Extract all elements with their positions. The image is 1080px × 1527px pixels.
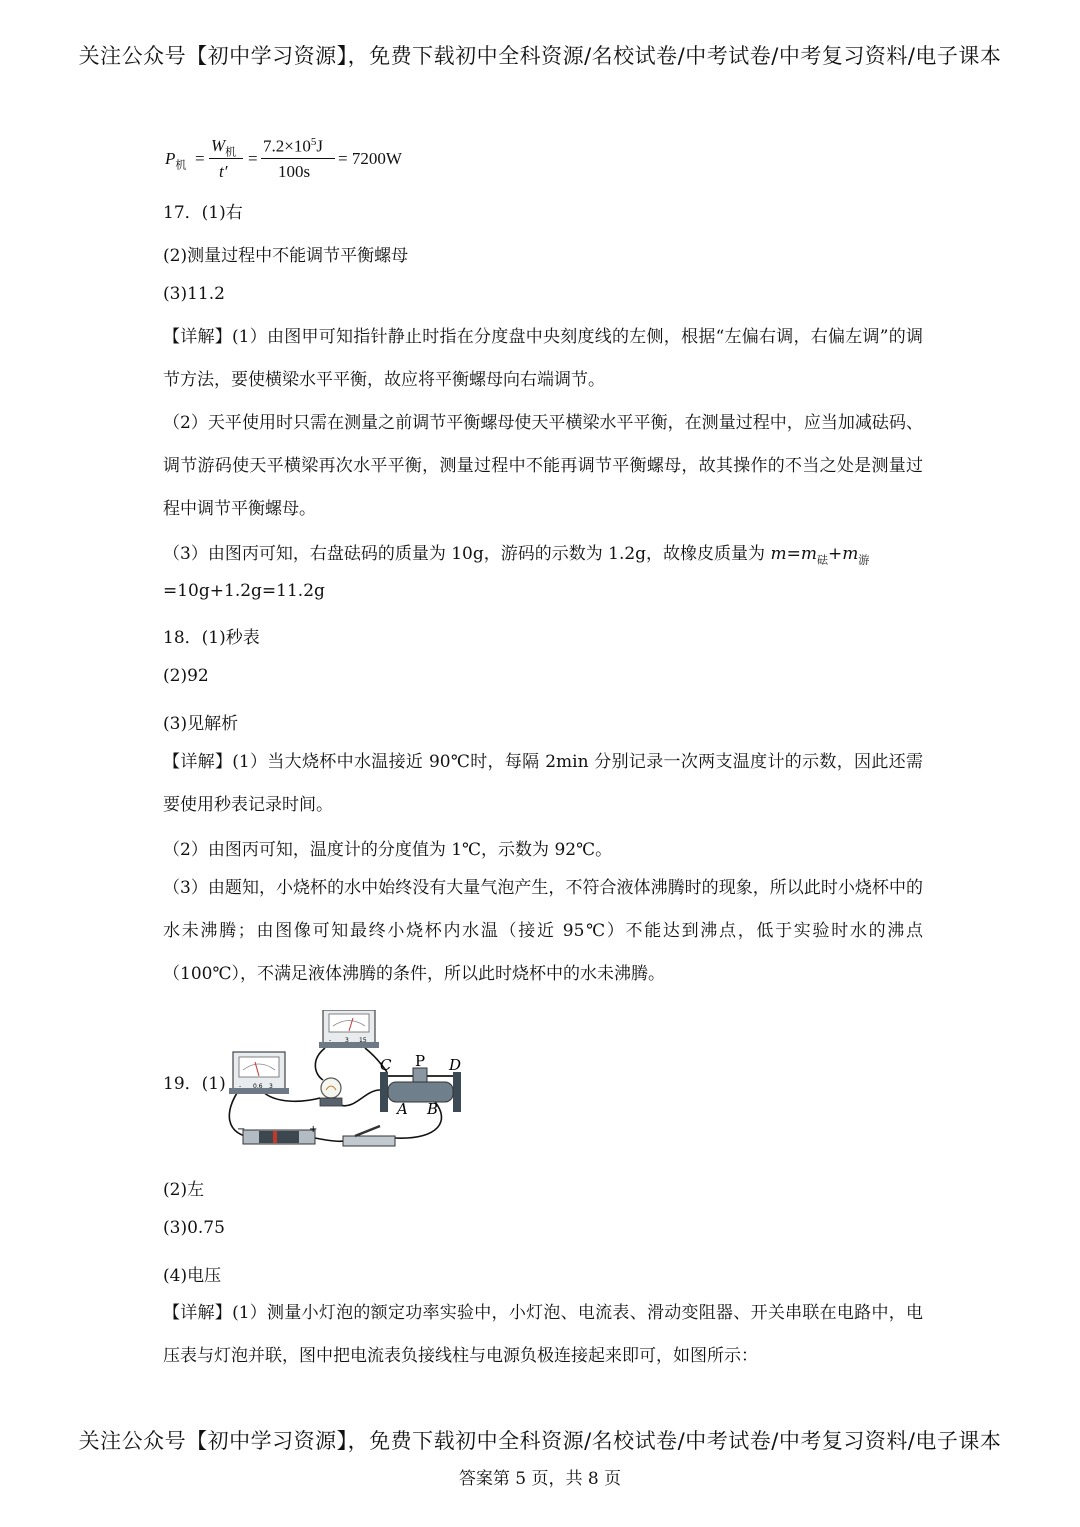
q17-plus: + — [827, 544, 843, 564]
q17-detail-1: 【详解】(1）由图甲可知指针静止时指在分度盘中央刻度线的左侧，根据“左偏右调，右偏左调”的调节方法，要使横梁水平平衡，故应将平衡螺母向右端调节。 — [163, 327, 923, 390]
q17-detail-3 — [163, 539, 869, 567]
promo-banner-bottom: 关注公众号【初中学习资源】，免费下载初中全科资源/名校试卷/中考试卷/中考复习资料/电子课本 — [78, 1429, 1002, 1453]
voltmeter-terminal-minus: - — [329, 1037, 332, 1044]
q17-answer-2: (2)测量过程中不能调节平衡螺母 — [163, 246, 409, 266]
formula-P: P — [165, 149, 176, 168]
q19-detail-1: 【详解】(1）测量小灯泡的额定功率实验中，小灯泡、电流表、滑动变阻器、开关串联在电路中，电压表与灯泡并联，图中把电流表负接线柱与电源负极连接起来即可，如图所示： — [163, 1303, 923, 1366]
rheostat-label-P: P — [415, 1052, 426, 1070]
q17-detail-2: （2）天平使用时只需在测量之前调节平衡螺母使天平横梁水平平衡，在测量过程中，应当加减砝码、调节游码使天平横梁再次水平平衡，测量过程中不能再调节平衡螺母，故其操作的不当之处是测量过程中调节平衡螺母。 — [163, 413, 923, 519]
formula-W-sub: 机 — [225, 146, 237, 159]
q17-answer-3: (3)11.2 — [163, 284, 225, 304]
light-bulb — [320, 1078, 342, 1106]
q17-detail-3-result: =10g+1.2g=11.2g — [163, 581, 325, 601]
q18-detail-2: （2）由图丙可知，温度计的分度值为 1℃，示数为 92℃。 — [163, 840, 613, 860]
rheostat — [380, 1052, 461, 1118]
q18-detail-3: （3）由题知，小烧杯的水中始终没有大量气泡产生，不符合液体沸腾时的现象，所以此时小烧杯中的水未沸腾；由图像可知最终小烧杯内水温（接近 95℃）不能达到沸点，低于实验时水的沸点（100℃），不满足液体沸腾的条件，所以此时烧杯中的水未沸腾。 — [163, 878, 923, 984]
q19-answer-4: (4)电压 — [163, 1266, 222, 1286]
q17-m2: m — [800, 544, 817, 564]
formula-num: 7.2×10 — [263, 136, 311, 156]
formula-exp: 5 — [310, 136, 317, 148]
promo-banner-top: 关注公众号【初中学习资源】，免费下载初中全科资源/名校试卷/中考试卷/中考复习资料/电子课本 — [78, 44, 1002, 68]
q19-answer-2: (2)左 — [163, 1180, 205, 1200]
q17-detail-3-text: （3）由图丙可知，右盘砝码的质量为 10g，游码的示数为 1.2g，故橡皮质量为 — [163, 544, 771, 564]
q19-answer-3: (3)0.75 — [163, 1218, 225, 1238]
q18-answer-2: (2)92 — [163, 666, 209, 686]
formula-eq1: = — [195, 149, 205, 168]
fraction-bar-2 — [261, 158, 335, 159]
ammeter-terminal-0.6: 0.6 — [253, 1083, 263, 1090]
formula-eq2: = — [248, 149, 258, 168]
battery-plus: + — [309, 1124, 318, 1135]
rheostat-label-D: D — [449, 1056, 462, 1074]
formula-den: 100s — [278, 162, 311, 181]
page-footer: 答案第 5 页，共 8 页 — [458, 1469, 622, 1489]
q17-m: m — [770, 544, 787, 564]
rheostat-label-B: B — [427, 1100, 439, 1118]
formula-t: t′ — [219, 162, 228, 181]
q18-detail-1: 【详解】(1）当大烧杯中水温接近 90℃时，每隔 2min 分别记录一次两支温度计的示数，因此还需要使用秒表记录时间。 — [163, 752, 923, 815]
circuit-diagram — [215, 1010, 480, 1155]
ammeter-terminal-3: 3 — [269, 1083, 273, 1090]
formula-P-sub: 机 — [175, 159, 187, 172]
formula-unit: J — [316, 136, 323, 156]
q18-answer-3: (3)见解析 — [163, 714, 239, 734]
formula-result: = 7200W — [338, 149, 402, 168]
q18-answer-1: 18．(1)秒表 — [163, 628, 260, 648]
fraction-bar-1 — [209, 158, 243, 159]
q17-answer-1: 17．(1)右 — [163, 203, 243, 223]
switch — [343, 1126, 395, 1146]
rheostat-label-C: C — [380, 1056, 392, 1074]
battery-minus: − — [237, 1124, 246, 1135]
q17-eq: = — [786, 544, 801, 564]
voltmeter-terminal-3: 3 — [345, 1037, 349, 1044]
ammeter-terminal-minus: - — [239, 1083, 242, 1090]
q17-sub-fama: 砝 — [816, 553, 828, 567]
ammeter — [229, 1052, 289, 1094]
voltmeter — [319, 1010, 379, 1048]
rheostat-label-A: A — [397, 1100, 408, 1118]
q19-answer-1: 19．(1) — [163, 1074, 226, 1094]
voltmeter-terminal-15: 15 — [359, 1037, 367, 1044]
q17-sub-youma: 游 — [858, 553, 870, 567]
battery — [237, 1124, 317, 1144]
q17-m3: m — [842, 544, 859, 564]
formula-W: W — [211, 136, 226, 155]
